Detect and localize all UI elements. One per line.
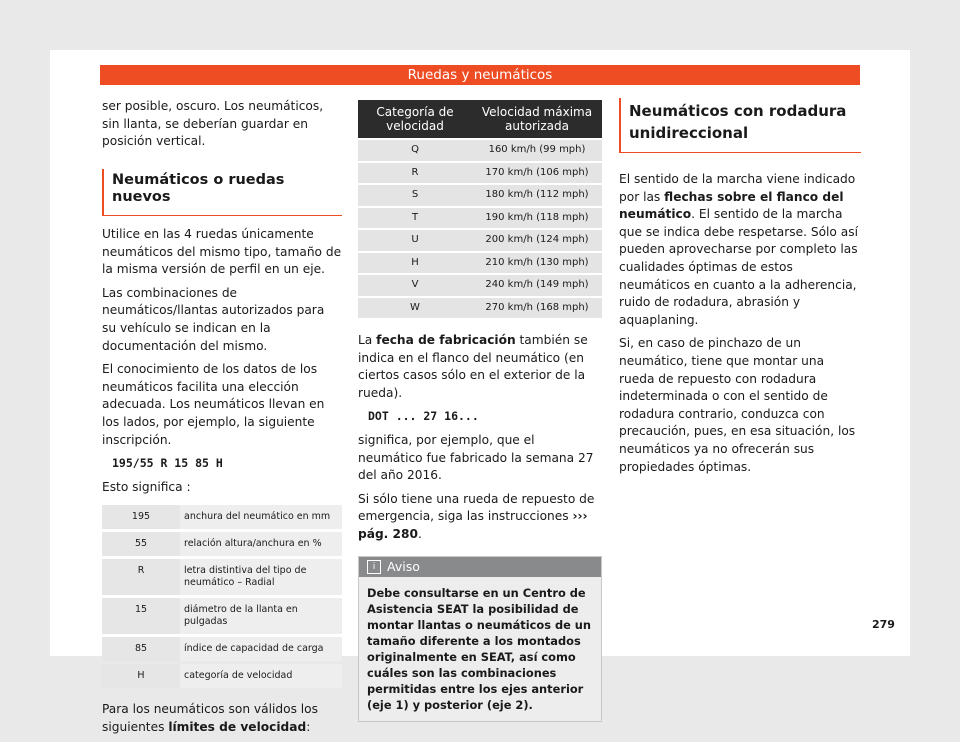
section-title: Neumáticos o ruedas nuevos <box>112 171 285 206</box>
section-title: Neumáticos con rodadura unidireccional <box>629 102 847 142</box>
tyre-code: 195/55 R 15 85 H <box>112 456 223 471</box>
table-cell-value: categoría de velocidad <box>180 664 342 688</box>
table-row <box>102 637 342 661</box>
table-header-row <box>358 100 602 138</box>
paragraph: significa, por ejemplo, que el neumático fue fabricado la semana 27 del año 2016. <box>358 432 594 483</box>
table-row <box>358 163 602 184</box>
table-cell-value: índice de capacidad de carga <box>180 637 342 661</box>
table-cell-value: diámetro de la llanta en pulgadas <box>180 598 342 634</box>
paragraph <box>102 701 342 736</box>
paragraph: Utilice en las 4 ruedas únicamente neumáticos del mismo tipo, tamaño de la misma versión de perfil en un eje. <box>102 226 342 277</box>
table-cell-key: H <box>358 253 472 274</box>
table-row <box>358 140 602 161</box>
column-1 <box>102 98 342 742</box>
table-cell-key: 15 <box>102 598 180 634</box>
table-cell-key: 85 <box>102 637 180 661</box>
table-cell-value: anchura del neumático en mm <box>180 505 342 529</box>
text: también se indica en el flanco del neumático (en ciertos casos sólo en el exterior de la rueda). <box>358 333 588 400</box>
paragraph: Esto significa : <box>102 479 191 494</box>
chapter-header: Ruedas y neumáticos <box>100 65 860 85</box>
table-cell-key: Q <box>358 140 472 161</box>
table-cell-key: 55 <box>102 532 180 556</box>
table-row <box>102 532 342 556</box>
note-header <box>359 557 601 577</box>
table-row <box>358 230 602 251</box>
tyre-code-table <box>102 502 342 691</box>
column-2 <box>358 98 602 722</box>
table-cell-key: U <box>358 230 472 251</box>
table-row <box>102 505 342 529</box>
table-cell-key: H <box>102 664 180 688</box>
table-cell-value: 270 km/h (168 mph) <box>472 298 602 319</box>
table-cell-value: relación altura/anchura en % <box>180 532 342 556</box>
bold-text: límites de velocidad <box>168 719 307 734</box>
paragraph: El conocimiento de los datos de los neumáticos facilita una elección adecuada. Los neumáticos llevan en los lados, por ejemplo, la siguiente inscripción. <box>102 362 325 447</box>
text: : <box>306 719 311 734</box>
table-cell-value: 180 km/h (112 mph) <box>472 185 602 206</box>
page-reference-link[interactable]: ››› pág. 280 <box>358 509 588 541</box>
text: . El sentido de la marcha que se indica debe respetarse. Sólo así pueden aprovecharse por completo las cualidades óptimas de estos neumáticos en cuanto a la adherencia, ruido de rodadura, abrasión y aquaplaning. <box>619 207 858 327</box>
note-box <box>358 556 602 722</box>
table-cell-key: R <box>358 163 472 184</box>
table-row <box>358 253 602 274</box>
table-cell-key: V <box>358 275 472 296</box>
info-icon: i <box>367 560 381 574</box>
page-number: 279 <box>872 618 895 631</box>
intro-paragraph: ser posible, oscuro. Los neumáticos, sin llanta, se deberían guardar en posición vertical. <box>102 99 324 149</box>
text: Para los neumáticos son válidos los siguientes <box>102 702 318 734</box>
text: La <box>358 333 377 347</box>
table-row <box>102 598 342 634</box>
table-row <box>358 275 602 296</box>
table-cell-value: 240 km/h (149 mph) <box>472 275 602 296</box>
column-3 <box>619 98 861 482</box>
text: . <box>418 526 422 541</box>
bold-text: flechas sobre el flanco del neumático <box>619 189 844 222</box>
paragraph: Las combinaciones de neumáticos/llantas autorizados para su vehículo se indican en la documentación del mismo. <box>102 285 325 353</box>
table-cell-key: T <box>358 208 472 229</box>
column-header: Velocidad máxima autorizada <box>472 100 602 138</box>
text: El sentido de la marcha viene indicado por las <box>619 172 856 204</box>
table-cell-key: R <box>102 559 180 595</box>
table-row <box>358 185 602 206</box>
column-header: Categoría de velocidad <box>358 100 472 138</box>
note-body: Debe consultarse en un Centro de Asistencia SEAT la posibilidad de montar llantas o neumáticos de un tamaño diferente a los montados originalmente en SEAT, así como cuáles son las combinaciones permitidas entre los ejes anterior (eje 1) y posterior (eje 2). <box>359 577 601 721</box>
table-cell-key: S <box>358 185 472 206</box>
table-cell-key: 195 <box>102 505 180 529</box>
bold-text: fecha de fabricación <box>376 333 516 347</box>
table-cell-value: 160 km/h (99 mph) <box>472 140 602 161</box>
table-row <box>358 298 602 319</box>
text: Si sólo tiene una rueda de repuesto de emergencia, siga las instrucciones <box>358 491 595 524</box>
paragraph: Si, en caso de pinchazo de un neumático, tiene que montar una rueda de repuesto con rodadura indeterminada o con el sentido de rodadura contrario, conduzca con precaución, pues, en esa situación, los neumáticos ya no ofrecerán sus propiedades óptimas. <box>619 336 856 474</box>
table-cell-value: letra distintiva del tipo de neumático – Radial <box>180 559 342 595</box>
table-cell-value: 190 km/h (118 mph) <box>472 208 602 229</box>
table-row <box>102 664 342 688</box>
section-heading-unidirectional <box>619 98 861 153</box>
table-cell-value: 170 km/h (106 mph) <box>472 163 602 184</box>
paragraph <box>619 171 861 329</box>
note-title: Aviso <box>387 558 420 574</box>
paragraph <box>358 332 602 402</box>
table-cell-value: 210 km/h (130 mph) <box>472 253 602 274</box>
table-row <box>102 559 342 595</box>
dot-code: DOT ... 27 16... <box>368 409 479 424</box>
table-row <box>358 208 602 229</box>
speed-category-table <box>358 98 602 320</box>
table-cell-key: W <box>358 298 472 319</box>
table-cell-value: 200 km/h (124 mph) <box>472 230 602 251</box>
section-heading-new-tyres <box>102 169 342 216</box>
paragraph <box>358 491 602 544</box>
